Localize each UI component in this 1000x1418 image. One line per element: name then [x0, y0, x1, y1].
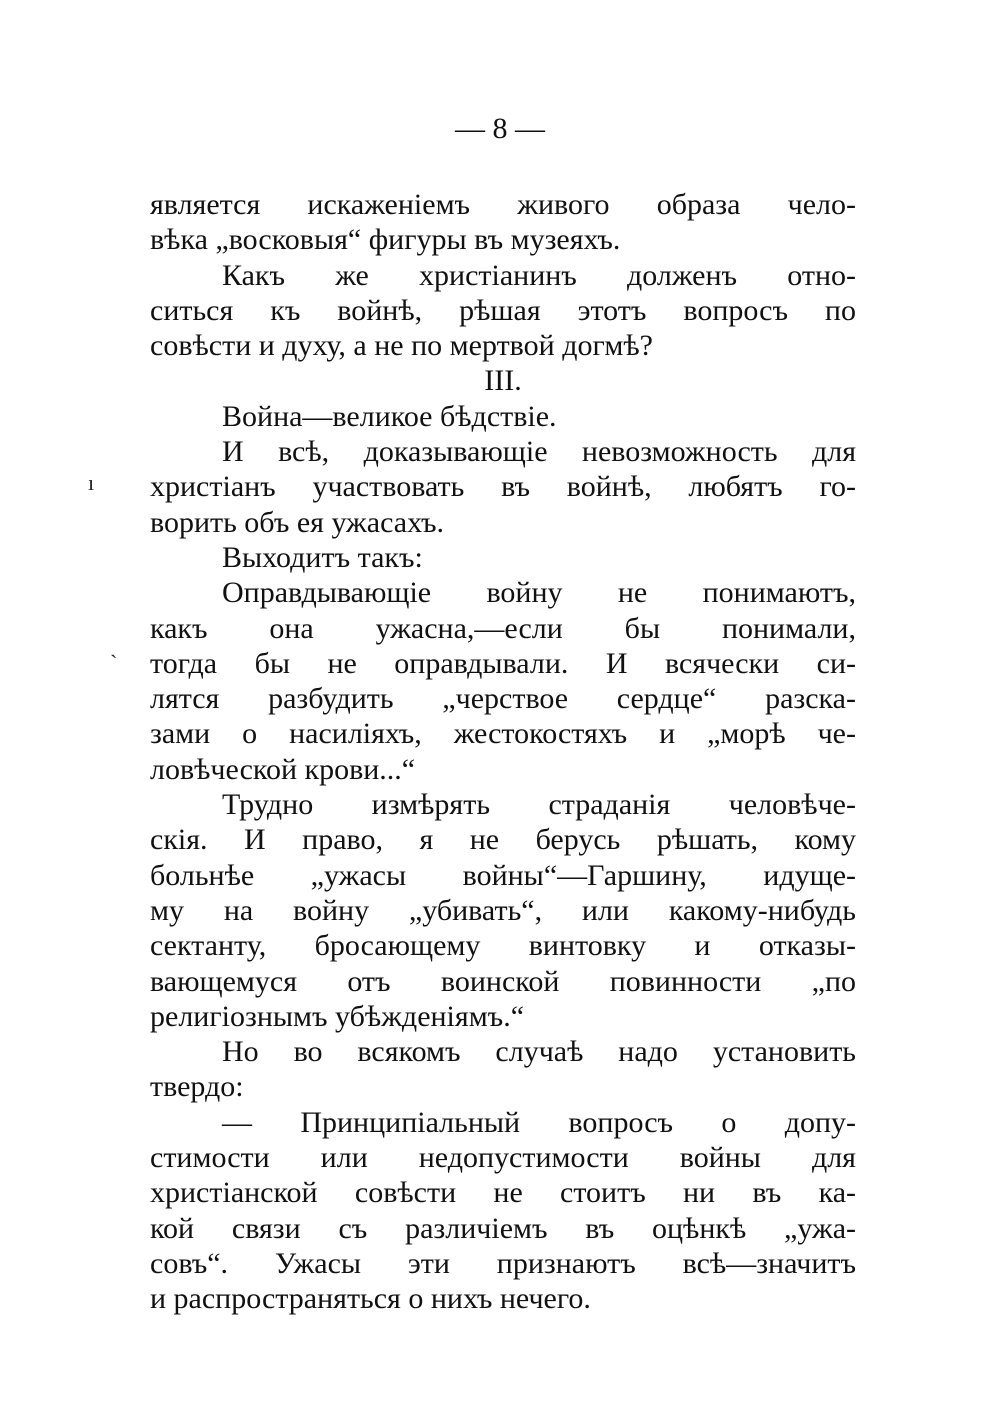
text-line: сектанту, бросающему винтовку и отказы- [150, 929, 856, 963]
text-line: является искаженіемъ живого образа чело- [150, 188, 856, 221]
text-line: религіознымъ убѣжденіямъ.“ [150, 999, 525, 1033]
text-line: тогда бы не оправдывали. И всячески си- [150, 646, 856, 680]
page-number: — 8 — [455, 112, 545, 145]
text-line: зами о насиліяхъ, жестокостяхъ и „морѣ че- [150, 717, 856, 751]
text-line: совъ“. Ужасы эти признаютъ всѣ—значитъ [150, 1246, 856, 1280]
margin-mark: ı [88, 470, 95, 495]
text-line: Но во всякомъ случаѣ надо установить [222, 1035, 856, 1069]
text-line: вѣка „восковыя“ фигуры въ музеяхъ. [150, 223, 621, 257]
text-line: больнѣе „ужасы войны“—Гаршину, идуще- [150, 858, 856, 892]
text-line: вающемуся отъ воинской повинности „по [150, 964, 856, 998]
text-line: Какъ же христіанинъ долженъ отно- [222, 258, 856, 292]
text-line: ловѣческой крови...“ [150, 752, 416, 786]
text-line: И всѣ, доказывающіе невозможность для [222, 435, 856, 469]
text-line: совѣсти и духу, а не по мертвой догмѣ? [150, 329, 653, 363]
text-line: скія. И право, я не берусь рѣшать, кому [150, 823, 856, 857]
text-line: христіанъ участвовать въ войнѣ, любятъ го- [150, 470, 856, 504]
text-line: христіанской совѣсти не стоитъ ни въ ка- [150, 1176, 856, 1210]
text-line: Оправдывающіе войну не понимаютъ, [222, 576, 856, 610]
text-line: ситься къ войнѣ, рѣшая этотъ вопросъ по [150, 293, 856, 327]
text-line: лятся разбудить „черствое сердце“ разска- [150, 682, 856, 716]
margin-mark: ˋ [110, 650, 118, 675]
text-line: ворить объ ея ужасахъ. [150, 505, 444, 539]
section-heading: III. [484, 364, 522, 398]
text-line: стимости или недопустимости войны для [150, 1141, 856, 1175]
text-line: Выходитъ такъ: [222, 540, 423, 574]
text-line: и распространяться о нихъ нечего. [150, 1282, 591, 1316]
text-line: какъ она ужасна,—если бы понимали, [150, 611, 856, 645]
text-line: — Принципіальный вопросъ о допу- [222, 1105, 856, 1139]
text-line: твердо: [150, 1070, 244, 1104]
text-line: Трудно измѣрять страданія человѣче- [222, 788, 856, 822]
text-line: му на войну „убивать“, или какому-нибудь [150, 893, 856, 927]
body-text [150, 187, 856, 1317]
text-line: кой связи съ различіемъ въ оцѣнкѣ „ужа- [150, 1211, 856, 1245]
text-line: Война—великое бѣдствіе. [222, 399, 557, 433]
